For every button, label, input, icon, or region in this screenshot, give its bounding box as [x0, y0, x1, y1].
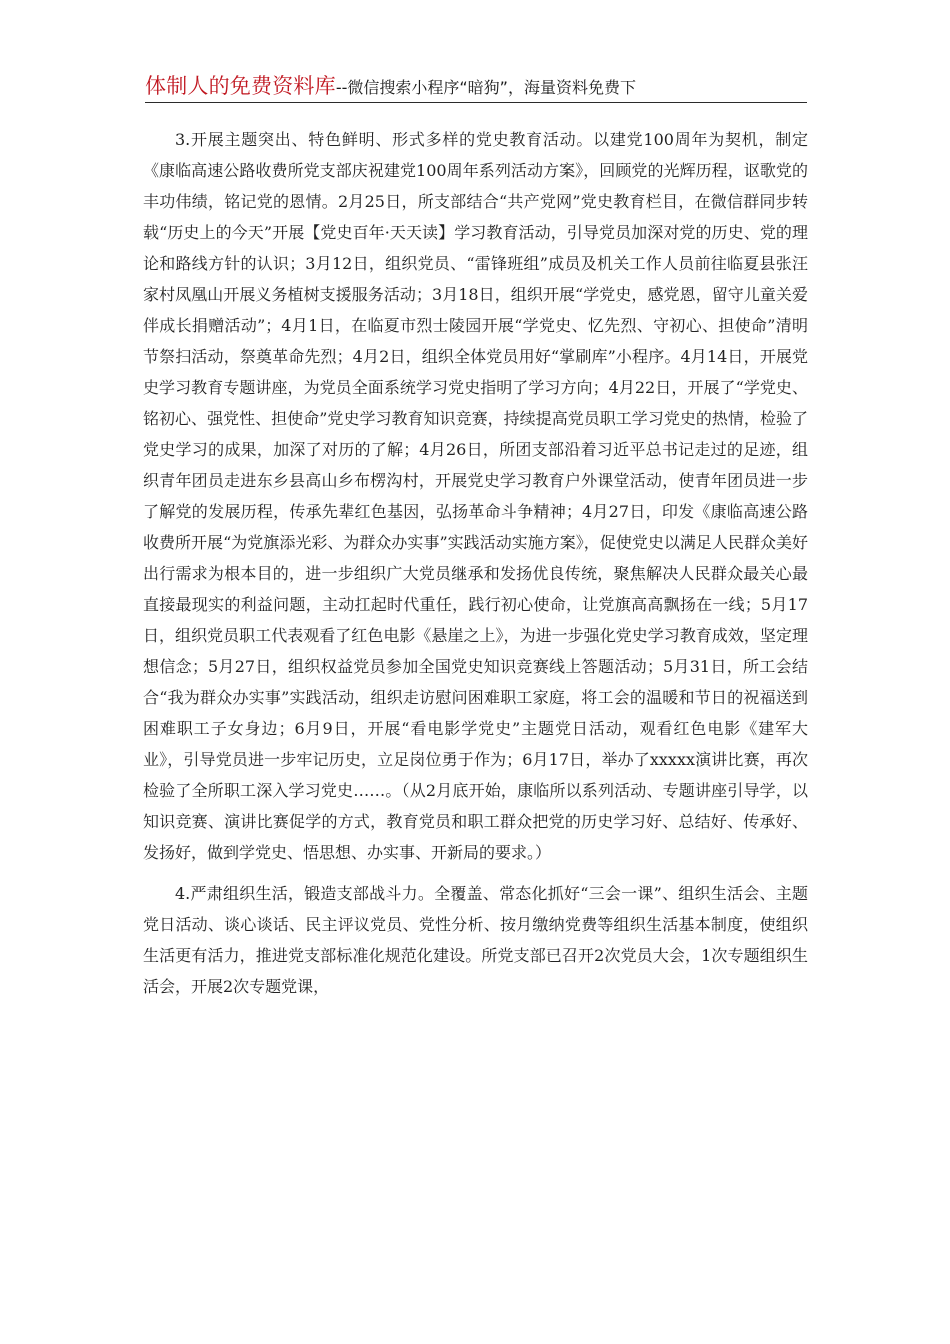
header-note: --微信搜索小程序“暗狗”，海量资料免费下	[335, 78, 636, 97]
header-brand: 体制人的免费资料库	[145, 74, 336, 98]
document-body	[143, 124, 808, 1002]
page-header	[145, 70, 807, 103]
paragraph-item-3: 3.开展主题突出、特色鲜明、形式多样的党史教育活动。以建党100周年为契机，制定《康临高速公路收费所党支部庆祝建党100周年系列活动方案》，回顾党的光辉历程，讴歌党的丰功伟绩，铭记党的恩情。2月25日，所支部结合“共产党网”党史教育栏目，在微信群同步转载“历史上的今天”开展【党史百年·天天读】学习教育活动，引导党员加深对党的历史、党的理论和路线方针的认识；3月12日，组织党员、“雷锋班组”成员及机关工作人员前往临夏县张汪家村凤凰山开展义务植树支援服务活动；3月18日，组织开展“学党史，感党恩，留守儿童关爱伴成长捐赠活动”；4月1日，在临夏市烈士陵园开展“学党史、忆先烈、守初心、担使命”清明节祭扫活动，祭奠革命先烈；4月2日，组织全体党员用好“掌刷库”小程序。4月14日，开展党史学习教育专题讲座，为党员全面系统学习党史指明了学习方向；4月22日，开展了“学党史、铭初心、强党性、担使命”党史学习教育知识竞赛，持续提高党员职工学习党史的热情，检验了党史学习的成果，加深了对历的了解；4月26日，所团支部沿着习近平总书记走过的足迹，组织青年团员走进东乡县高山乡布楞沟村，开展党史学习教育户外课堂活动，使青年团员进一步了解党的发展历程，传承先辈红色基因，弘扬革命斗争精神；4月27日，印发《康临高速公路收费所开展“为党旗添光彩、为群众办实事”实践活动实施方案》，促使党史以满足人民群众美好出行需求为根本目的，进一步组织广大党员继承和发扬优良传统，聚焦解决人民群众最关心最直接最现实的利益问题，主动扛起时代重任，践行初心使命，让党旗高高飘扬在一线；5月17日，组织党员职工代表观看了红色电影《悬崖之上》，为进一步强化党史学习教育成效，坚定理想信念；5月27日，组织权益党员参加全国党史知识竞赛线上答题活动；5月31日，所工会结合“我为群众办实事”实践活动，组织走访慰问困难职工家庭，将工会的温暖和节日的祝福送到困难职工子女身边；6月9日，开展“看电影学党史”主题党日活动，观看红色电影《建军大业》，引导党员进一步牢记历史，立足岗位勇于作为；6月17日，举办了xxxxx演讲比赛，再次检验了全所职工深入学习党史……。（从2月底开始，康临所以系列活动、专题讲座引导学，以知识竞赛、演讲比赛促学的方式，教育党员和职工群众把党的历史学习好、总结好、传承好、发扬好，做到学党史、悟思想、办实事、开新局的要求。）	[143, 130, 808, 862]
paragraph-item-4: 4.严肃组织生活，锻造支部战斗力。全覆盖、常态化抓好“三会一课”、组织生活会、主题党日活动、谈心谈话、民主评议党员、党性分析、按月缴纳党费等组织生活基本制度，使组织生活更有活力，推进党支部标准化规范化建设。所党支部已召开2次党员大会，1次专题组织生活会，开展2次专题党课，	[143, 884, 808, 996]
